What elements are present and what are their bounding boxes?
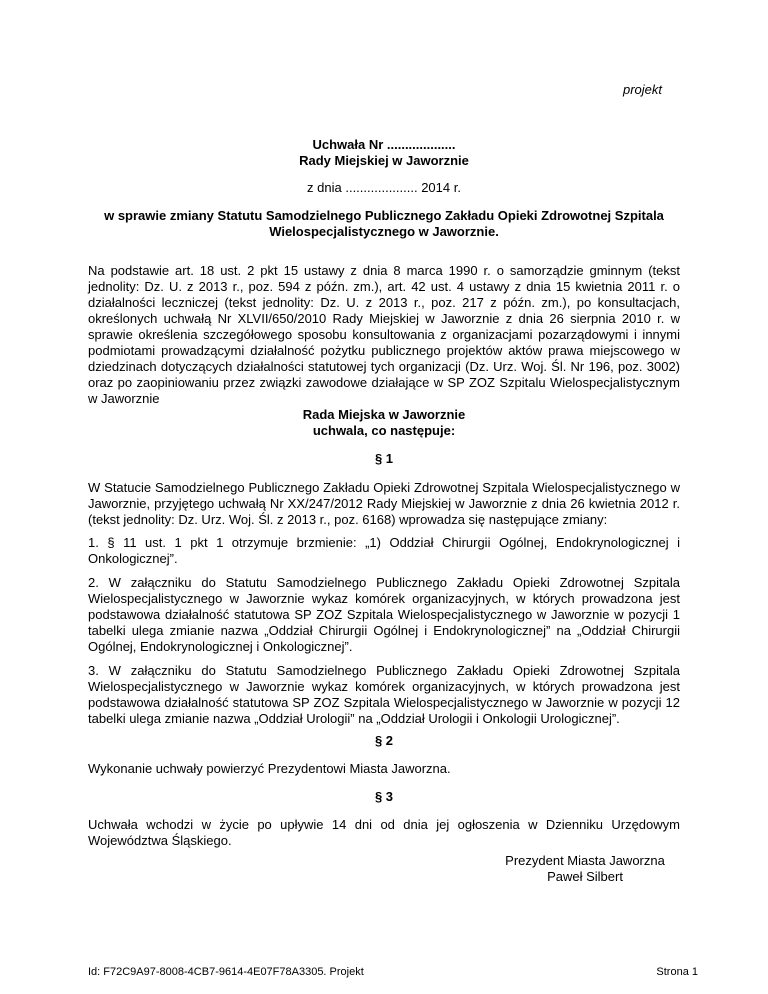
section-1-point-3: 3. W załączniku do Statutu Samodzielnego Publicznego Zakładu Opieki Zdrowotnej Szpitala Wielospecjalistycznego w Jaworznie wykaz komórek organizacyjnych, w których prowadzona jest podstawowa działalność statutowa SP ZOZ Szpitala Wielospecjalistycznego w Jaworznie w pozycji 12 tabelki ulega zmianie nazwa „Oddział Urologii” na „Oddział Urologii i Onkologii Urologicznej”. bbox=[88, 663, 680, 726]
section-3-heading: § 3 bbox=[374, 789, 394, 804]
resolves-line-1: Rada Miejska w Jaworznie bbox=[302, 407, 466, 422]
footer-document-id: Id: F72C9A97-8008-4CB7-9614-4E07F78A3305. Projekt bbox=[88, 966, 364, 978]
resolution-number: Uchwała Nr ................... bbox=[312, 137, 456, 152]
section-1-point-1: 1. § 11 ust. 1 pkt 1 otrzymuje brzmienie: „1) Oddział Chirurgii Ogólnej, Endokrynologicznej i Onkologicznej”. bbox=[88, 535, 680, 566]
footer-page-number: Strona 1 bbox=[656, 966, 698, 978]
document-page bbox=[88, 0, 698, 994]
signature-role: Prezydent Miasta Jaworzna bbox=[505, 853, 665, 868]
section-2-heading: § 2 bbox=[374, 733, 394, 748]
section-1-intro: W Statucie Samodzielnego Publicznego Zakładu Opieki Zdrowotnej Szpitala Wielospecjalistycznego w Jaworznie, przyjętego uchwałą Nr XX/247/2012 Rady Miejskiej w Jaworznie z dnia 26 kwietnia 2012 r. (tekst jednolity: Dz. Urz. Woj. Śl. z 2013 r., poz. 6168) wprowadza się następujące zmiany: bbox=[88, 480, 680, 527]
resolution-date: z dnia .................... 2014 r. bbox=[307, 180, 461, 195]
status-label: projekt bbox=[622, 82, 662, 97]
section-1-point-2: 2. W załączniku do Statutu Samodzielnego Publicznego Zakładu Opieki Zdrowotnej Szpitala Wielospecjalistycznego w Jaworznie wykaz komórek organizacyjnych, w których prowadzona jest podstawowa działalność statutowa SP ZOZ Szpitala Wielospecjalistycznego w Jaworznie w pozycji 1 tabelki ulega zmianie nazwa „Oddział Chirurgii Ogólnej i Endokrynologicznej” na „Oddział Chirurgii Ogólnej, Endokrynologicznej i Onkologicznej”. bbox=[88, 575, 680, 654]
signature-block bbox=[490, 853, 680, 885]
section-3-text: Uchwała wchodzi w życie po upływie 14 dni od dnia jej ogłoszenia w Dzienniku Urzędowym Województwa Śląskiego. bbox=[88, 817, 680, 848]
section-2-text: Wykonanie uchwały powierzyć Prezydentowi Miasta Jaworzna. bbox=[88, 761, 451, 776]
preamble: Na podstawie art. 18 ust. 2 pkt 15 ustawy z dnia 8 marca 1990 r. o samorządzie gminnym (tekst jednolity: Dz. U. z 2013 r., poz. 594 z późn. zm.), art. 42 ust. 4 ustawy z dnia 15 kwietnia 2011 r. o działalności leczniczej (tekst jednolity: Dz. U. z 2013 r., poz. 217 z późn. zm.), po konsultacjach, określonych uchwałą Nr XLVII/650/2010 Rady Miejskiej w Jaworznie z dnia 26 sierpnia 2010 r. w sprawie określenia szczegółowego sposobu konsultowania z organizacjami pozarządowymi i innymi podmiotami prowadzącymi działalność pożytku publicznego projektów aktów prawa miejscowego w dziedzinach dotyczących działalności statutowej tych organizacji (Dz. Urz. Woj. Śl. Nr 196, poz. 3002) oraz po zaopiniowaniu przez związki zawodowe działające w SP ZOZ Szpitalu Wielospecjalistycznym w Jaworznie bbox=[88, 263, 680, 406]
subject-line-2: Wielospecjalistycznego w Jaworznie. bbox=[269, 224, 499, 239]
resolves-line-2: uchwala, co następuje: bbox=[312, 423, 456, 438]
section-1-heading: § 1 bbox=[374, 451, 394, 466]
council-name: Rady Miejskiej w Jaworznie bbox=[299, 153, 469, 168]
subject-line-1: w sprawie zmiany Statutu Samodzielnego Publicznego Zakładu Opieki Zdrowotnej Szpitala bbox=[104, 208, 664, 223]
signature-name: Paweł Silbert bbox=[547, 869, 623, 884]
